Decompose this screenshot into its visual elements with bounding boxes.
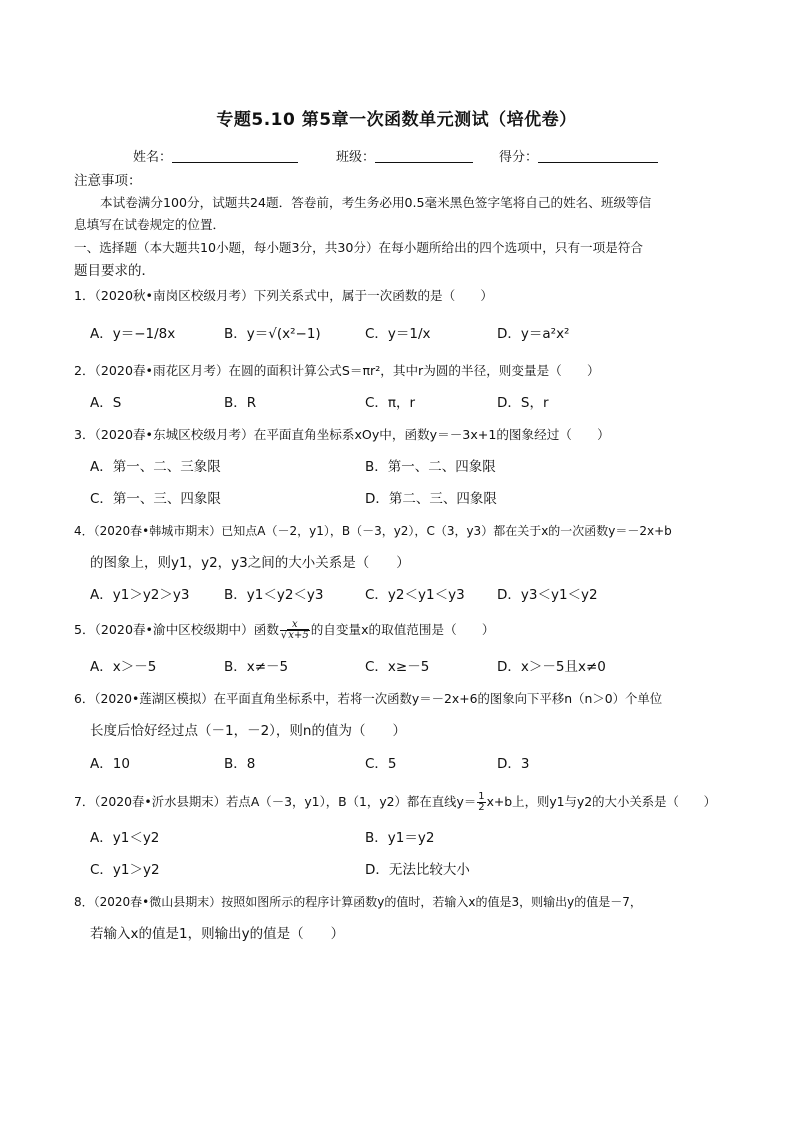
score-label: 得分： (499, 150, 539, 165)
class-blank[interactable] (375, 148, 473, 163)
q3-option-b[interactable]: B．第一、二、四象限 (365, 459, 496, 475)
q1-option-a[interactable]: A．y＝−1/8x (90, 326, 176, 342)
name-label: 姓名： (133, 150, 173, 165)
q5-stem-prefix: 5．（2020春•渝中区校级期中）函数 (74, 622, 279, 637)
q1-option-b[interactable]: B．y＝√(x²−1) (224, 326, 321, 342)
section-heading-2: 题目要求的． (74, 263, 155, 279)
q2-option-c[interactable]: C．π，r (365, 395, 416, 411)
q7-option-d[interactable]: D．无法比较大小 (365, 862, 470, 878)
q5-option-d[interactable]: D．x＞－5且x≠0 (497, 659, 606, 675)
q6-option-a[interactable]: A．10 (90, 756, 130, 772)
q5-option-c[interactable]: C．x≥－5 (365, 659, 430, 675)
q3-option-a[interactable]: A．第一、二、三象限 (90, 459, 221, 475)
q5-stem (74, 620, 494, 641)
q4-option-a[interactable]: A．y1＞y2＞y3 (90, 587, 190, 603)
q8-stem-line-2: 若输入x的值是1，则输出y的值是（ ） (90, 926, 345, 942)
q4-stem-line-2: 的图象上，则y1，y2，y3之间的大小关系是（ ） (90, 555, 410, 571)
q7-option-c[interactable]: C．y1＞y2 (90, 862, 160, 878)
class-label: 班级： (336, 150, 376, 165)
q3-stem: 3．（2020春•东城区校级月考）在平面直角坐标系xOy中，函数y＝－3x+1的图象经过（ ） (74, 427, 610, 442)
q2-option-b[interactable]: B．R (224, 395, 257, 411)
name-blank[interactable] (172, 148, 298, 163)
q7-option-b[interactable]: B．y1＝y2 (365, 830, 435, 846)
q5-function-fraction: $\frac{x}{√x+5}$ (280, 619, 309, 641)
q6-option-b[interactable]: B．8 (224, 756, 256, 772)
q6-option-d[interactable]: D．3 (497, 756, 530, 772)
q5-option-b[interactable]: B．x≠－5 (224, 659, 289, 675)
q7-half-fraction: $\frac{1}{2}$ (478, 791, 485, 813)
q4-option-b[interactable]: B．y1＜y2＜y3 (224, 587, 324, 603)
q3-option-c[interactable]: C．第一、三、四象限 (90, 491, 221, 507)
q5-option-a[interactable]: A．x＞－5 (90, 659, 157, 675)
q7-stem-suffix: x+b上，则y1与y2的大小关系是（ ） (486, 794, 717, 809)
notes-line-2: 息填写在试卷规定的位置． (74, 217, 226, 232)
q5-stem-suffix: 的自变量x的取值范围是（ ） (310, 622, 495, 637)
q2-option-a[interactable]: A．S (90, 395, 122, 411)
q1-option-d[interactable]: D．y＝a²x² (497, 326, 570, 342)
q7-stem-prefix: 7．（2020春•沂水县期末）若点A（－3，y1），B（1，y2）都在直线y＝ (74, 794, 477, 809)
page-title: 专题5.10 第5章一次函数单元测试（培优卷） (216, 110, 577, 130)
name-field[interactable] (133, 146, 298, 165)
q1-option-c[interactable]: C．y＝1/x (365, 326, 431, 342)
q6-stem-line-2: 长度后恰好经过点（－1，－2），则n的值为（ ） (90, 723, 406, 739)
q6-option-c[interactable]: C．5 (365, 756, 397, 772)
q8-stem-line-1: 8．（2020春•微山县期末）按照如图所示的程序计算函数y的值时，若输入x的值是3，则输出y的值是－7， (74, 895, 642, 909)
q4-stem-line-1: 4．（2020春•韩城市期末）已知点A（－2，y1），B（－3，y2），C（3，y3）都在关于x的一次函数y＝－2x+b (74, 524, 672, 538)
q3-option-d[interactable]: D．第二、三、四象限 (365, 491, 497, 507)
section-heading-1: 一、选择题（本大题共10小题，每小题3分，共30分）在每小题所给出的四个选项中，只有一项是符合 (74, 240, 644, 255)
score-field[interactable] (499, 146, 658, 165)
score-blank[interactable] (538, 148, 658, 163)
q2-option-d[interactable]: D．S，r (497, 395, 549, 411)
q1-stem: 1．（2020秋•南岗区校级月考）下列关系式中，属于一次函数的是（ ） (74, 288, 494, 303)
q7-stem (74, 792, 716, 813)
q2-stem: 2．（2020春•雨花区月考）在圆的面积计算公式S＝πr²，其中r为圆的半径，则变量是（ ） (74, 363, 600, 378)
class-field[interactable] (336, 146, 473, 165)
q6-stem-line-1: 6．（2020•莲湖区模拟）在平面直角坐标系中，若将一次函数y＝－2x+6的图象向下平移n（n＞0）个单位 (74, 691, 663, 706)
notes-line-1: 本试卷满分100分，试题共24题．答卷前，考生务必用0.5毫米黑色签字笔将自己的姓名、班级等信 (100, 195, 652, 210)
q4-option-c[interactable]: C．y2＜y1＜y3 (365, 587, 465, 603)
q4-option-d[interactable]: D．y3＜y1＜y2 (497, 587, 598, 603)
q7-option-a[interactable]: A．y1＜y2 (90, 830, 160, 846)
notes-heading: 注意事项： (74, 173, 142, 189)
